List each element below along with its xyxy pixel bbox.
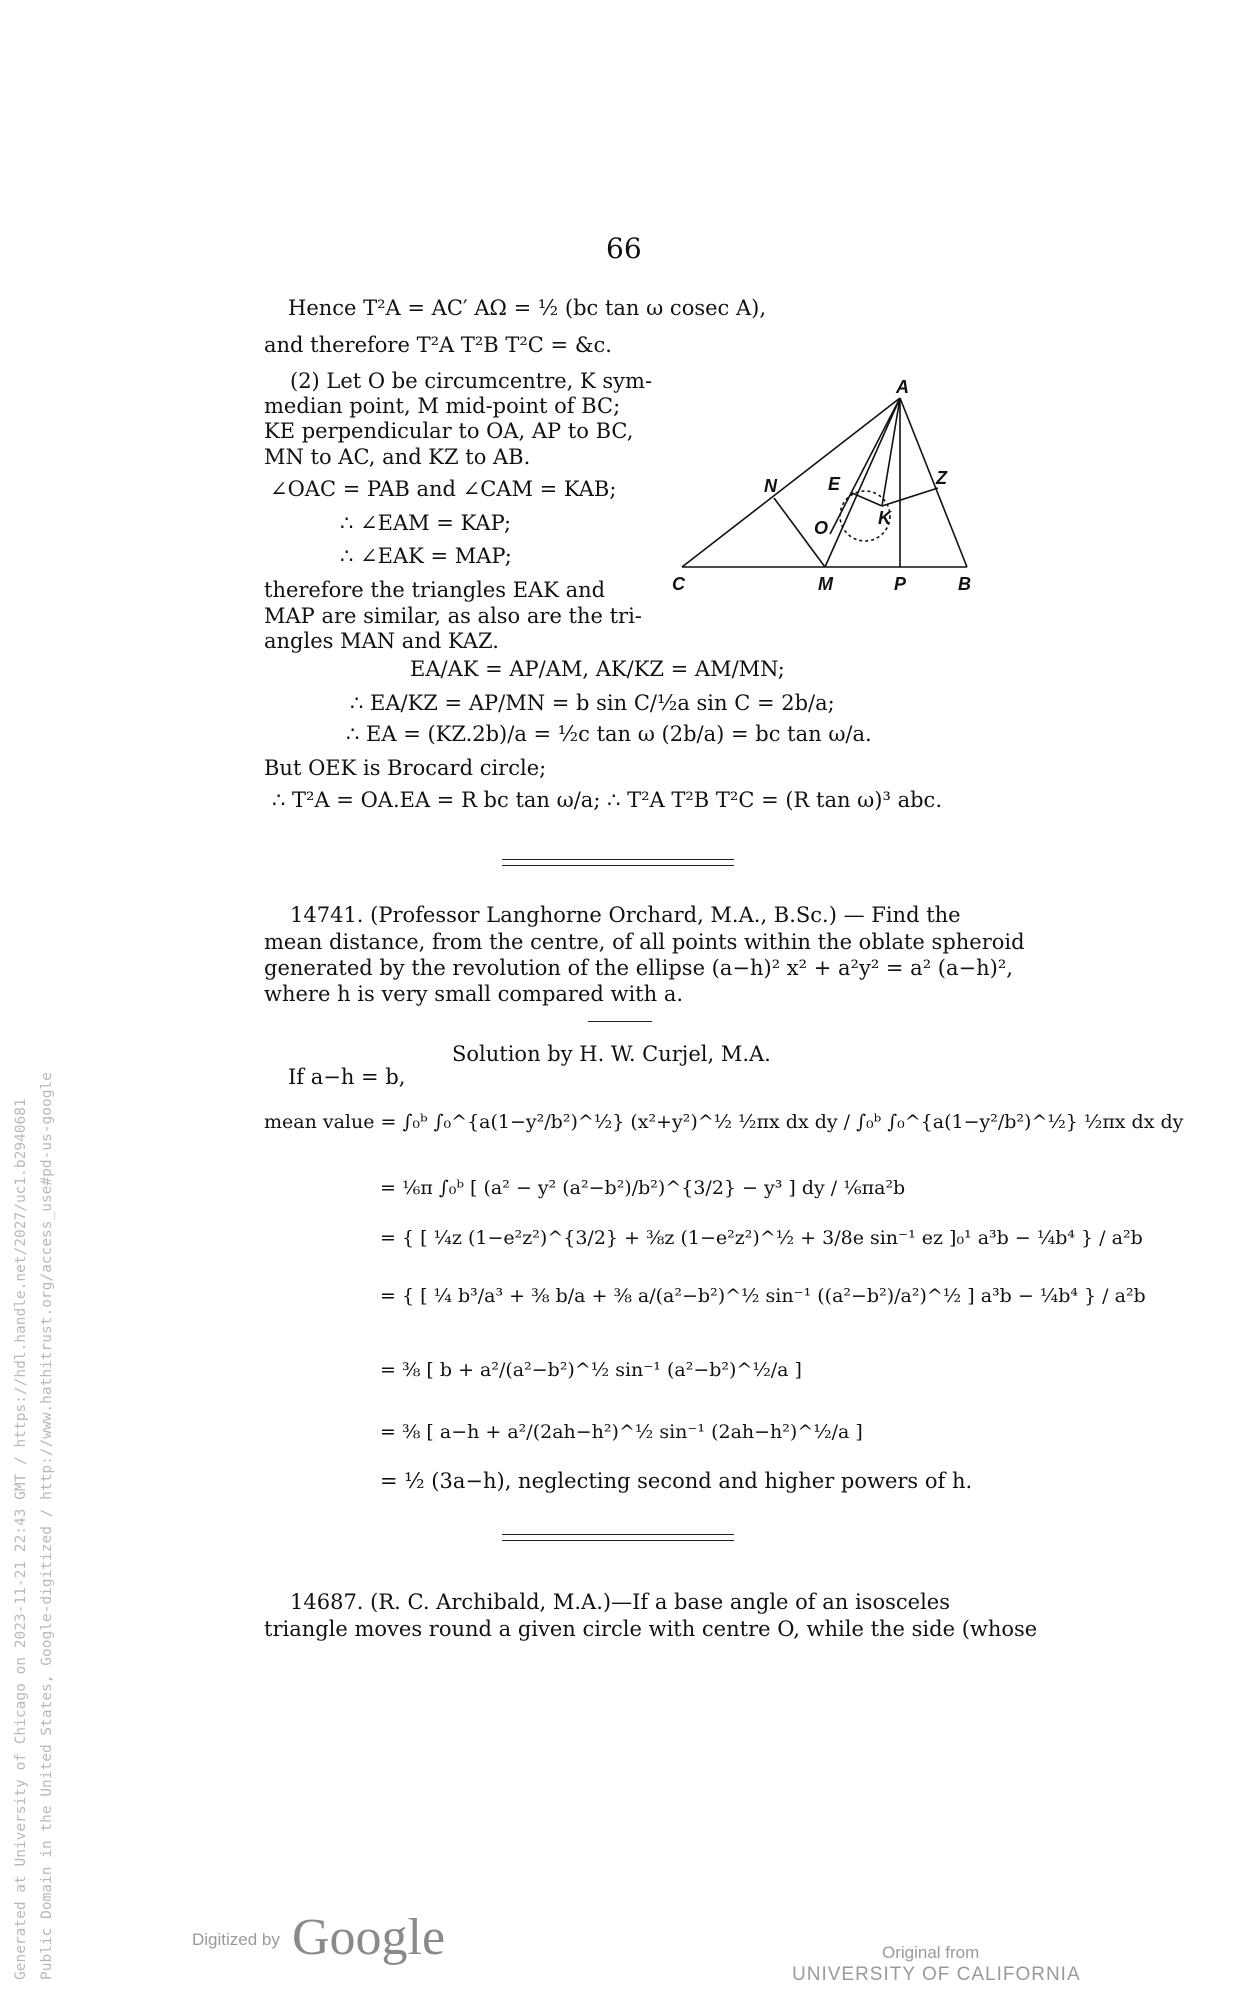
text-line: Hence T²A = AC′ AΩ = ½ (bc tan ω cosec A),	[288, 296, 767, 320]
equation: = { [ ¼z (1−e²z²)^{3/2} + ⅜z (1−e²z²)^½ + 3/8e sin⁻¹ ez ]₀¹ a³b − ¼b⁴ } / a²b	[380, 1227, 1143, 1249]
text-line: ∠OAC = PAB and ∠CAM = KAB;	[270, 477, 617, 501]
access-stamp-line: Generated at University of Chicago on 2023-11-21 22:43 GMT / https://hdl.handle.net/2027/uc1.b2940681	[13, 1098, 29, 1980]
label-M: M	[818, 574, 833, 594]
label-E: E	[828, 474, 841, 494]
text-line: KE perpendicular to OA, AP to BC,	[264, 419, 634, 443]
label-K: K	[878, 508, 891, 528]
text-line: generated by the revolution of the ellipse (a−h)² x² + a²y² = a² (a−h)²,	[264, 956, 1013, 980]
label-C: C	[672, 574, 685, 594]
text-line: 14741. (Professor Langhorne Orchard, M.A., B.Sc.) — Find the	[290, 903, 961, 927]
label-Z: Z	[936, 468, 947, 488]
text-line: ∴ T²A = OA.EA = R bc tan ω/a; ∴ T²A T²B T²C = (R tan ω)³ abc.	[272, 788, 942, 812]
equation: mean value = ∫₀ᵇ ∫₀^{a(1−y²/b²)^½} (x²+y²)^½ ½πx dx dy / ∫₀ᵇ ∫₀^{a(1−y²/b²)^½} ½πx dx dy	[264, 1111, 1184, 1133]
line-KZ	[882, 488, 938, 506]
side-AB	[900, 398, 967, 567]
line-KE	[852, 493, 882, 506]
page-number: 66	[606, 232, 642, 265]
section-divider	[502, 1540, 734, 1541]
equation: = ⅜ [ b + a²/(a²−b²)^½ sin⁻¹ (a²−b²)^½/a ]	[380, 1359, 802, 1381]
institution-label: UNIVERSITY OF CALIFORNIA	[792, 1964, 1081, 1985]
figure-lines	[682, 398, 967, 567]
label-A: A	[896, 378, 909, 397]
digitized-by-label: Digitized by	[192, 1930, 280, 1949]
text-line: ∴ ∠EAK = MAP;	[340, 544, 512, 568]
text-line: triangle moves round a given circle with centre O, while the side (whose	[264, 1617, 1038, 1641]
label-B: B	[958, 574, 971, 594]
text-line: angles MAN and KAZ.	[264, 629, 499, 653]
text-line: therefore the triangles EAK and	[264, 578, 606, 602]
equation: = { [ ¼ b³/a³ + ⅜ b/a + ⅜ a/(a²−b²)^½ sin⁻¹ ((a²−b²)/a²)^½ ] a³b − ¼b⁴ } / a²b	[380, 1285, 1146, 1307]
original-from-label: Original from	[882, 1943, 980, 1962]
short-divider	[588, 1021, 652, 1022]
text-line: (2) Let O be circumcentre, K sym-	[290, 369, 653, 393]
text-line: median point, M mid-point of BC;	[264, 394, 621, 418]
label-N: N	[764, 476, 777, 496]
label-O: O	[814, 518, 829, 538]
text-line: ∴ EA/KZ = AP/MN = b sin C/½a sin C = 2b/a;	[350, 691, 835, 715]
text-line: and therefore T²A T²B T²C = &c.	[264, 333, 612, 357]
label-P: P	[894, 574, 907, 594]
section-divider	[502, 859, 734, 860]
text-line: mean distance, from the centre, of all points within the oblate spheroid	[264, 930, 1025, 954]
text-line: MAP are similar, as also are the tri-	[264, 604, 642, 628]
text-line: EA/AK = AP/AM, AK/KZ = AM/MN;	[410, 657, 785, 681]
text-line: ∴ ∠EAM = KAP;	[340, 511, 512, 535]
google-logo: Google	[292, 1909, 446, 1966]
equation: = ⅜ [ a−h + a²/(2ah−h²)^½ sin⁻¹ (2ah−h²)^½/a ]	[380, 1421, 863, 1443]
text-line: 14687. (R. C. Archibald, M.A.)—If a base angle of an isosceles	[290, 1590, 950, 1614]
section-divider	[502, 865, 734, 866]
solution-title: Solution by H. W. Curjel, M.A.	[452, 1042, 771, 1066]
text-line: ∴ EA = (KZ.2b)/a = ½c tan ω (2b/a) = bc tan ω/a.	[346, 722, 872, 746]
text-line: If a−h = b,	[288, 1065, 406, 1089]
equation: = ½ (3a−h), neglecting second and higher powers of h.	[380, 1469, 973, 1493]
text-line: But OEK is Brocard circle;	[264, 756, 547, 780]
geometry-figure	[672, 378, 992, 596]
equation: = ⅙π ∫₀ᵇ [ (a² − y² (a²−b²)/b²)^{3/2} − y³ ] dy / ⅙πa²b	[380, 1177, 906, 1199]
text-line: where h is very small compared with a.	[264, 982, 684, 1006]
access-stamp-line: Public Domain in the United States, Google-digitized / http://www.hathitrust.org/access_use#pd-us-google	[39, 1072, 55, 1980]
section-divider	[502, 1534, 734, 1535]
text-line: MN to AC, and KZ to AB.	[264, 445, 531, 469]
access-stamp	[8, 1072, 60, 1980]
